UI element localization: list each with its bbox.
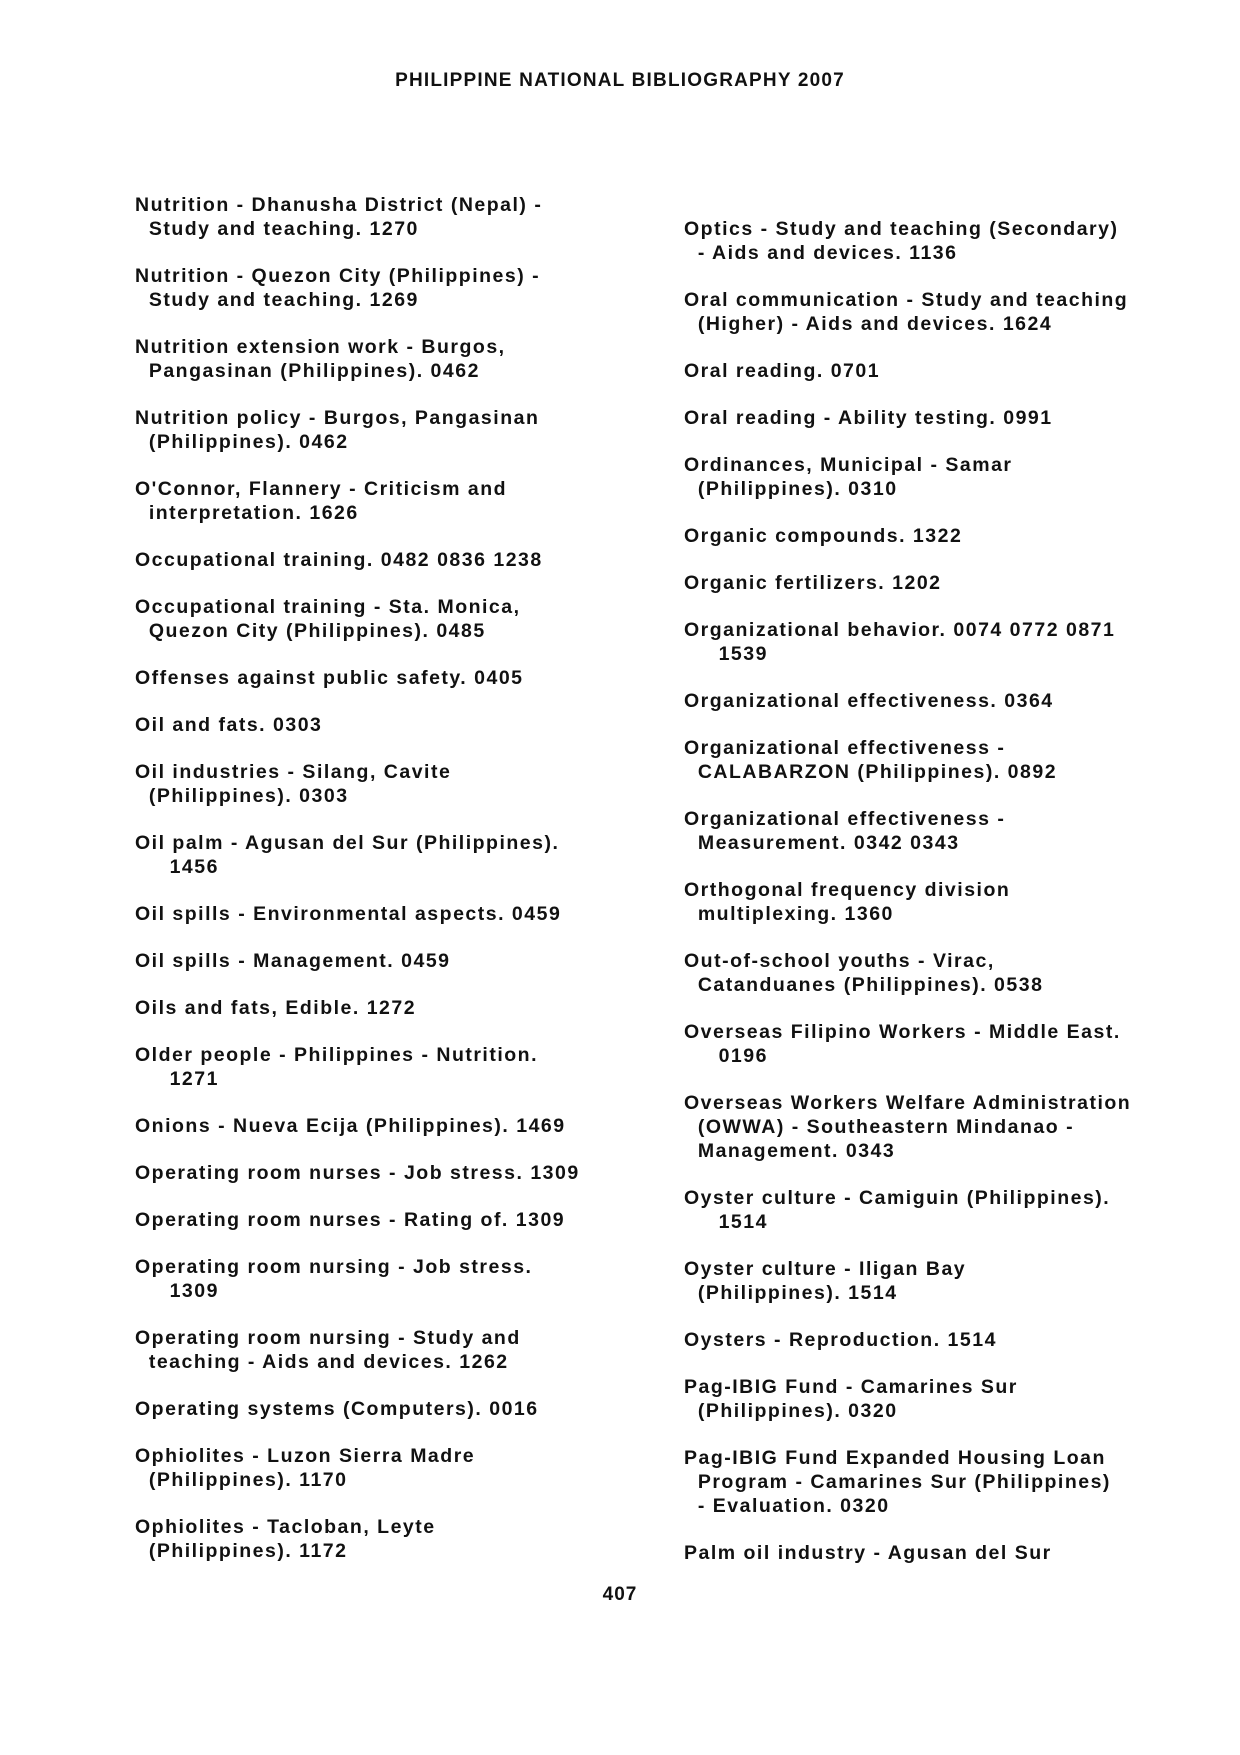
- entry-heading-line: Operating room nurses - Job stress. 1309: [135, 1162, 580, 1184]
- entry-continuation-line: 1271: [135, 1068, 219, 1090]
- index-entry: [135, 1255, 635, 1303]
- entry-heading-line: Operating room nursing - Job stress.: [135, 1256, 533, 1278]
- entry-heading-line: Optics - Study and teaching (Secondary): [684, 218, 1119, 240]
- index-entry: [135, 1444, 635, 1492]
- index-entry: [135, 831, 635, 879]
- entry-heading-line: Oral reading. 0701: [684, 360, 881, 382]
- entry-heading-line: Pag-IBIG Fund - Camarines Sur: [684, 1376, 1018, 1398]
- index-entry: [135, 713, 635, 737]
- entry-heading-line: Older people - Philippines - Nutrition.: [135, 1044, 539, 1066]
- entry-heading-line: Onions - Nueva Ecija (Philippines). 1469: [135, 1115, 566, 1137]
- index-entry: [684, 736, 1204, 784]
- entry-continuation-line: Pangasinan (Philippines). 0462: [135, 360, 480, 382]
- entry-continuation-line: (Philippines). 1170: [135, 1469, 348, 1491]
- entry-continuation-line: (Philippines). 1514: [684, 1282, 898, 1304]
- index-entry: [135, 1397, 635, 1421]
- index-entry: [684, 288, 1204, 336]
- entry-heading-line: Operating room nurses - Rating of. 1309: [135, 1209, 566, 1231]
- right-index-column: [684, 217, 1204, 1588]
- entry-heading-line: Occupational training. 0482 0836 1238: [135, 549, 543, 571]
- entry-heading-line: Oil palm - Agusan del Sur (Philippines).: [135, 832, 560, 854]
- index-entry: [135, 1043, 635, 1091]
- index-entry: [135, 1161, 635, 1185]
- entry-heading-line: Oral reading - Ability testing. 0991: [684, 407, 1053, 429]
- entry-heading-line: Oil spills - Environmental aspects. 0459: [135, 903, 562, 925]
- entry-continuation-line: (Philippines). 0462: [135, 431, 349, 453]
- index-entry: [684, 1186, 1204, 1234]
- entry-heading-line: Oyster culture - Iligan Bay: [684, 1258, 967, 1280]
- index-entry: [684, 1446, 1204, 1518]
- index-entry: [135, 1326, 635, 1374]
- entry-heading-line: Offenses against public safety. 0405: [135, 667, 524, 689]
- entry-continuation-line: Quezon City (Philippines). 0485: [135, 620, 486, 642]
- entry-heading-line: Nutrition - Quezon City (Philippines) -: [135, 265, 541, 287]
- entry-heading-line: Overseas Filipino Workers - Middle East.: [684, 1021, 1121, 1043]
- index-entry: [684, 1541, 1204, 1565]
- index-entry: [135, 1208, 635, 1232]
- entry-continuation-line: (Philippines). 0310: [684, 478, 898, 500]
- entry-heading-line: Organizational behavior. 0074 0772 0871: [684, 619, 1116, 641]
- entry-continuation-line: CALABARZON (Philippines). 0892: [684, 761, 1058, 783]
- index-entry: [135, 902, 635, 926]
- entry-continuation-line: (Philippines). 0303: [135, 785, 349, 807]
- entry-continuation-line: interpretation. 1626: [135, 502, 359, 524]
- entry-continuation-line: multiplexing. 1360: [684, 903, 894, 925]
- index-entry: [135, 996, 635, 1020]
- index-entry: [135, 193, 635, 241]
- index-entry: [684, 807, 1204, 855]
- entry-heading-line: Oil spills - Management. 0459: [135, 950, 451, 972]
- entry-continuation-line: 1539: [684, 643, 768, 665]
- entry-continuation-line: 0196: [684, 1045, 768, 1067]
- index-entry: [684, 1020, 1204, 1068]
- index-entry: [135, 949, 635, 973]
- index-entry: [135, 1515, 635, 1563]
- page-header-title: PHILIPPINE NATIONAL BIBLIOGRAPHY 2007: [395, 70, 845, 91]
- entry-heading-line: Out-of-school youths - Virac,: [684, 950, 995, 972]
- index-entry: [684, 689, 1204, 713]
- entry-continuation-line: 1456: [135, 856, 219, 878]
- entry-heading-line: Organic fertilizers. 1202: [684, 572, 942, 594]
- entry-heading-line: O'Connor, Flannery - Criticism and: [135, 478, 508, 500]
- entry-heading-line: Oral communication - Study and teaching: [684, 289, 1129, 311]
- entry-heading-line: Oysters - Reproduction. 1514: [684, 1329, 997, 1351]
- entry-heading-line: Ophiolites - Tacloban, Leyte: [135, 1516, 436, 1538]
- entry-heading-line: Organizational effectiveness -: [684, 808, 1006, 830]
- entry-heading-line: Operating room nursing - Study and: [135, 1327, 521, 1349]
- entry-heading-line: Organizational effectiveness -: [684, 737, 1006, 759]
- entry-continuation-line: - Aids and devices. 1136: [684, 242, 958, 264]
- index-entry: [135, 760, 635, 808]
- entry-continuation-line: (Philippines). 0320: [684, 1400, 898, 1422]
- entry-heading-line: Occupational training - Sta. Monica,: [135, 596, 521, 618]
- entry-heading-line: Nutrition - Dhanusha District (Nepal) -: [135, 194, 543, 216]
- index-entry: [135, 335, 635, 383]
- index-entry: [684, 359, 1204, 383]
- entry-heading-line: Organizational effectiveness. 0364: [684, 690, 1054, 712]
- entry-continuation-line: (OWWA) - Southeastern Mindanao -: [684, 1116, 1075, 1138]
- entry-continuation-line: teaching - Aids and devices. 1262: [135, 1351, 509, 1373]
- index-entry: [684, 1375, 1204, 1423]
- entry-heading-line: Oil industries - Silang, Cavite: [135, 761, 452, 783]
- entry-continuation-line: Study and teaching. 1270: [135, 218, 419, 240]
- index-entry: [135, 1114, 635, 1138]
- index-entry: [684, 217, 1204, 265]
- entry-heading-line: Oyster culture - Camiguin (Philippines).: [684, 1187, 1111, 1209]
- entry-continuation-line: 1514: [684, 1211, 768, 1233]
- entry-continuation-line: Management. 0343: [684, 1140, 896, 1162]
- entry-heading-line: Nutrition extension work - Burgos,: [135, 336, 506, 358]
- entry-heading-line: Ordinances, Municipal - Samar: [684, 454, 1013, 476]
- index-entry: [684, 571, 1204, 595]
- index-entry: [684, 878, 1204, 926]
- index-entry: [684, 524, 1204, 548]
- entry-continuation-line: 1309: [135, 1280, 219, 1302]
- entry-heading-line: Oils and fats, Edible. 1272: [135, 997, 417, 1019]
- index-entry: [684, 453, 1204, 501]
- entry-heading-line: Palm oil industry - Agusan del Sur: [684, 1542, 1052, 1564]
- entry-continuation-line: Catanduanes (Philippines). 0538: [684, 974, 1044, 996]
- entry-continuation-line: - Evaluation. 0320: [684, 1495, 890, 1517]
- index-entry: [684, 1257, 1204, 1305]
- index-entry: [684, 618, 1204, 666]
- index-entry: [684, 1091, 1204, 1163]
- index-entry: [135, 595, 635, 643]
- entry-continuation-line: Measurement. 0342 0343: [684, 832, 960, 854]
- index-entry: [135, 548, 635, 572]
- left-index-column: [135, 193, 635, 1586]
- index-entry: [135, 264, 635, 312]
- index-entry: [684, 406, 1204, 430]
- entry-heading-line: Overseas Workers Welfare Administration: [684, 1092, 1132, 1114]
- entry-heading-line: Operating systems (Computers). 0016: [135, 1398, 539, 1420]
- index-entry: [684, 949, 1204, 997]
- entry-continuation-line: (Higher) - Aids and devices. 1624: [684, 313, 1053, 335]
- entry-heading-line: Oil and fats. 0303: [135, 714, 323, 736]
- index-entry: [135, 477, 635, 525]
- index-entry: [135, 406, 635, 454]
- entry-continuation-line: Study and teaching. 1269: [135, 289, 419, 311]
- entry-heading-line: Nutrition policy - Burgos, Pangasinan: [135, 407, 540, 429]
- page-number: 407: [602, 1584, 638, 1605]
- entry-heading-line: Organic compounds. 1322: [684, 525, 963, 547]
- entry-heading-line: Pag-IBIG Fund Expanded Housing Loan: [684, 1447, 1106, 1469]
- index-entry: [684, 1328, 1204, 1352]
- entry-continuation-line: (Philippines). 1172: [135, 1540, 348, 1562]
- entry-heading-line: Ophiolites - Luzon Sierra Madre: [135, 1445, 476, 1467]
- entry-heading-line: Orthogonal frequency division: [684, 879, 1011, 901]
- entry-continuation-line: Program - Camarines Sur (Philippines): [684, 1471, 1111, 1493]
- index-entry: [135, 666, 635, 690]
